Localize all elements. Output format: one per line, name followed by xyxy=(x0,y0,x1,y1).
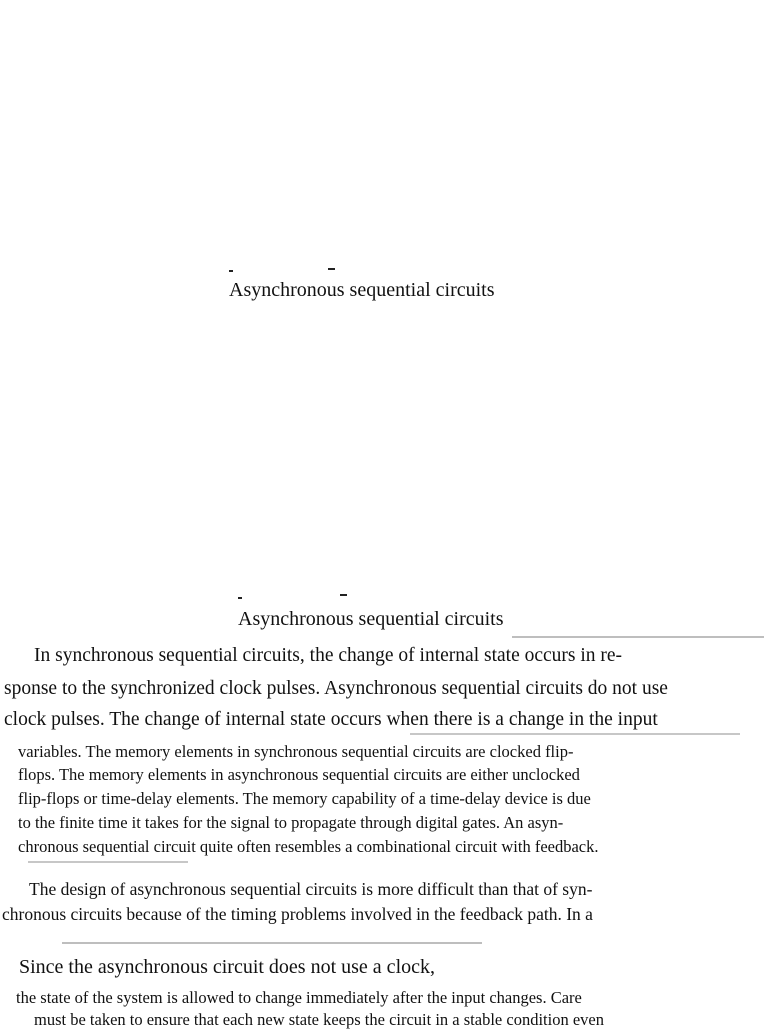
scan-artifact xyxy=(28,861,188,863)
text-line: chronous circuits because of the timing problems involved in the feedback path. In a xyxy=(2,904,593,924)
text-line: In synchronous sequential circuits, the change of internal state occurs in re- xyxy=(34,645,623,666)
scan-artifact xyxy=(62,942,482,944)
scan-mark xyxy=(238,597,242,599)
section-heading: Asynchronous sequential circuits xyxy=(238,608,504,630)
scan-mark xyxy=(328,268,335,270)
text-line: to the finite time it takes for the signal to propagate through digital gates. An asyn- xyxy=(18,813,564,832)
text-line: clock pulses. The change of internal state occurs when there is a change in the input xyxy=(4,709,658,730)
text-line: chronous sequential circuit quite often resembles a combinational circuit with feedback. xyxy=(18,837,599,856)
text-line: sponse to the synchronized clock pulses. Asynchronous sequential circuits do not use xyxy=(4,678,668,699)
text-line: flops. The memory elements in asynchronous sequential circuits are either unclocked xyxy=(18,765,580,784)
text-line: Since the asynchronous circuit does not use a clock, xyxy=(19,956,435,978)
text-line: variables. The memory elements in synchronous sequential circuits are clocked flip- xyxy=(18,742,574,761)
text-line: must be taken to ensure that each new state keeps the circuit in a stable condition even xyxy=(34,1010,604,1029)
scan-artifact xyxy=(410,733,740,735)
scan-mark xyxy=(340,594,347,596)
scan-artifact xyxy=(512,636,764,638)
text-line: The design of asynchronous sequential circuits is more difficult than that of syn- xyxy=(29,879,593,899)
text-line: the state of the system is allowed to change immediately after the input changes. Care xyxy=(16,988,582,1007)
scan-mark xyxy=(229,270,233,272)
text-line: flip-flops or time-delay elements. The memory capability of a time-delay device is due xyxy=(18,789,591,808)
page-title: Asynchronous sequential circuits xyxy=(229,279,495,301)
